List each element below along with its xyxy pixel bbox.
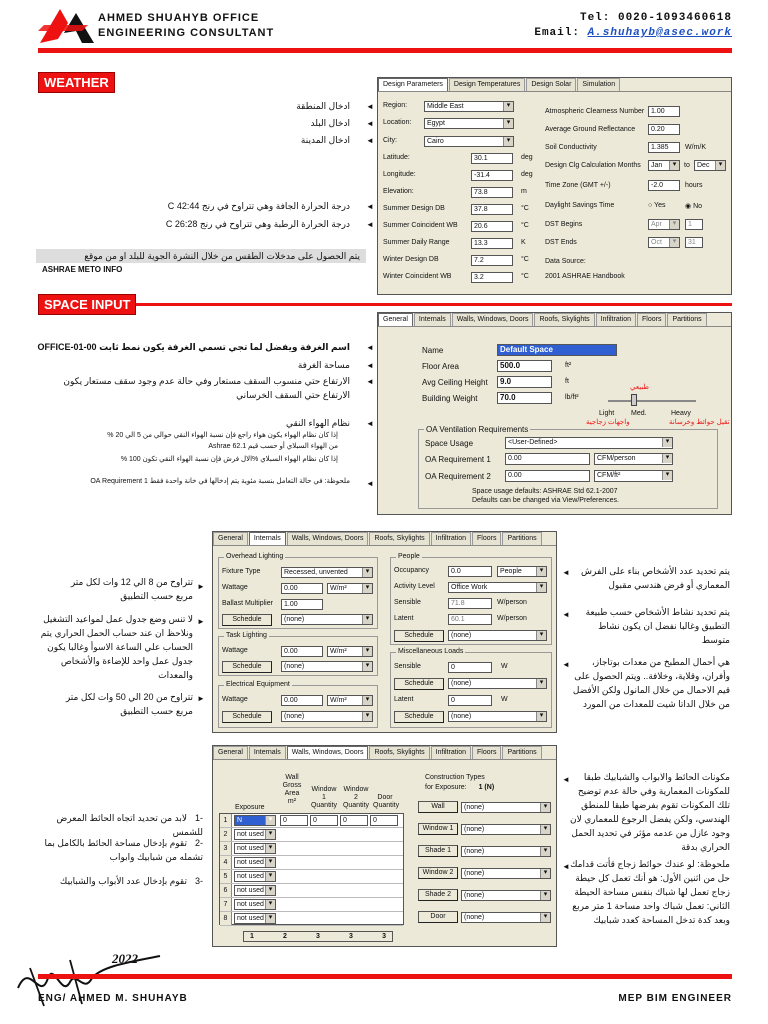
label-longitude: Longitude: xyxy=(383,171,416,178)
label-location: Location: xyxy=(383,119,412,126)
annotation-natural: طبيعي xyxy=(630,384,650,391)
shade2-construction-select[interactable]: (none) ▾ xyxy=(461,890,551,901)
exposure-select[interactable]: not used ▾ xyxy=(234,913,276,924)
weight-med-label: Med. xyxy=(631,410,647,417)
note-misc: هي أحمال المطبخ من معدات بوتاجاز، وأفران، وقلاية، وخلافة.. ويتم الحصول على قيم الاحمال من خلال المانول ولكن الأفضل من خلال الداتا شيت للمعدات من المورد xyxy=(572,657,730,709)
exposure-select[interactable]: not used ▾ xyxy=(234,829,276,840)
note-height: الارتفاع حتي منسوب السقف مستعار وفي حالة عدم وجود سقف مستعار يكون الارتفاع حتي السقف الخرساني xyxy=(63,376,350,400)
shade1-construction-button[interactable]: Shade 1 xyxy=(418,845,458,857)
electrical-title: Electrical Equipment xyxy=(226,681,290,688)
unit-longitude: deg xyxy=(521,171,533,178)
people-schedule-button[interactable]: Schedule xyxy=(394,630,444,642)
arrow-icon: ► xyxy=(197,617,205,626)
note-construction: مكونات الحائط والابواب والشبابيك طبقا للمكونات المعمارية وفي حالة عدم توضيح تلك المكونات تقوم بفرضها طبقا للمنطق الهندسي، ولكن يفضل الرجوع للمعماري لان وجود عازل من عدمه مؤثر في تحديد الحمل الحراري بدقة xyxy=(569,772,730,852)
arrow-icon: ◄ xyxy=(562,862,570,871)
arrow-icon: ◄ xyxy=(366,343,374,352)
annotation-light: واجهات زجاجية xyxy=(586,419,630,426)
row-number: 2 xyxy=(220,828,232,841)
ashrae-meto-info: ASHRAE METO INFO xyxy=(42,265,123,274)
row-number: 8 xyxy=(220,912,232,925)
general-tabs xyxy=(378,313,731,327)
summer-range-input[interactable]: 13.3 xyxy=(471,238,513,249)
occupancy-unit-select[interactable]: People ▾ xyxy=(497,566,547,577)
arrow-icon: ◄ xyxy=(366,119,374,128)
label-summer-wb: Summer Coincident WB xyxy=(383,222,458,229)
space-usage-defaults: Space usage defaults: ASHRAE Std 62.1-2007 xyxy=(472,488,618,495)
lighting-wattage-input[interactable]: 0.00 xyxy=(281,583,323,594)
row-number: 1 xyxy=(220,814,232,827)
internals-tabs xyxy=(213,532,556,546)
quantity-cell[interactable]: 0 xyxy=(280,815,308,826)
col-window1: Window 1 Quantity xyxy=(310,786,338,809)
label-fixture: Fixture Type xyxy=(222,568,261,575)
tab-walls[interactable]: Walls, Windows, Doors xyxy=(287,746,369,759)
exposure-grid xyxy=(219,813,404,925)
note-exposure: -1لابد من تحديد اتجاه الحائط المعرض للشمس xyxy=(56,813,203,837)
weather-tabs xyxy=(378,78,731,92)
shade1-construction-select[interactable]: (none) ▾ xyxy=(461,846,551,857)
note-wall-area: -2تقوم بإدخال مساحة الحائط بالكامل بما تشمله من شبابيك وابواب xyxy=(44,838,203,862)
tab-floors[interactable]: Floors xyxy=(637,313,666,326)
weight-slider-track[interactable] xyxy=(608,400,696,402)
occupancy-input[interactable]: 0.0 xyxy=(448,566,492,577)
people-latent-input[interactable]: 60.1 xyxy=(448,614,492,625)
label-occupancy: Occupancy xyxy=(394,567,430,574)
tab-roofs[interactable]: Roofs, Skylights xyxy=(534,313,594,326)
defaults-hint: Defaults can be changed via View/Preferences. xyxy=(472,497,619,504)
longitude-input[interactable]: -31.4 xyxy=(471,170,513,181)
tab-design-solar[interactable]: Design Solar xyxy=(526,78,576,91)
exposure-select[interactable]: not used ▾ xyxy=(234,899,276,910)
soil-unit: W/m/K xyxy=(685,144,706,151)
arrow-icon: ◄ xyxy=(562,775,570,784)
tab-general[interactable]: General xyxy=(378,313,413,326)
unit-winter-db: °C xyxy=(521,256,529,263)
note-weather-source: يتم الحصول على مدخلات الطقس من خلال النشرة الجوية للبلد او من موقع xyxy=(36,249,366,263)
note-quantities: -3تقوم بإدخال عدد الأبواب والشبابيك xyxy=(59,876,203,886)
ceiling-height-unit: ft xyxy=(565,378,569,385)
tab-general[interactable]: General xyxy=(213,532,248,545)
summer-wb-input[interactable]: 20.6 xyxy=(471,221,513,232)
table-row xyxy=(220,814,403,828)
label-latent: Latent xyxy=(394,615,414,622)
note-wet-bulb: درجة الحرارة الرطبة وهي تتراوح في رنج 26:28 C xyxy=(165,219,350,229)
shade2-construction-button[interactable]: Shade 2 xyxy=(418,889,458,901)
elec-wattage-input[interactable]: 0.00 xyxy=(281,695,323,706)
note-lighting: تتراوح من 8 الي 12 وات لكل متر مربع حسب التطبيق xyxy=(70,577,193,601)
space-general-dialog xyxy=(377,312,732,515)
tab-general[interactable]: General xyxy=(213,746,248,759)
winter-wb-input[interactable]: 3.2 xyxy=(471,272,513,283)
ground-reflectance-input[interactable]: 0.20 xyxy=(648,124,680,135)
row-number: 6 xyxy=(220,884,232,897)
door-construction-button[interactable]: Door xyxy=(418,911,458,923)
arrow-icon: ◄ xyxy=(366,377,374,386)
note-schedule: لا تنس وضع جدول عمل لمواعيد التشغيل ونلاحظ ان عند حساب الحمل الحراري يتم الحساب علي الساعة الاسوأ وغالبا يكون جدول عمل واحد للإضاءة والأشخاص والمعدات xyxy=(40,614,193,680)
arrow-icon: ◄ xyxy=(562,568,570,577)
arrow-icon: ◄ xyxy=(366,102,374,111)
note-dry-bulb: درجة الحرارة الجافة وهي تتراوح في رنج 42:44 C xyxy=(167,201,350,211)
misc-latent-schedule-button[interactable]: Schedule xyxy=(394,711,444,723)
timezone-input[interactable]: -2.0 xyxy=(648,180,680,191)
note-country: ادخال البلد xyxy=(310,118,350,128)
label-task-wattage: Wattage xyxy=(222,647,248,654)
tab-internals[interactable]: Internals xyxy=(249,532,286,545)
label-misc-sensible: Sensible xyxy=(394,663,421,670)
exposure-select[interactable]: not used ▾ xyxy=(234,885,276,896)
exposure-select[interactable]: not used ▾ xyxy=(234,857,276,868)
exposure-select[interactable]: not used ▾ xyxy=(234,843,276,854)
footer-3: 3 xyxy=(316,933,320,940)
header-divider xyxy=(38,48,732,53)
tab-walls[interactable]: Walls, Windows, Doors xyxy=(287,532,369,545)
elec-schedule-select[interactable]: (none) ▾ xyxy=(281,711,373,722)
label-elevation: Elevation: xyxy=(383,188,414,195)
tab-infiltration[interactable]: Infiltration xyxy=(431,532,471,545)
arrow-icon: ► xyxy=(197,694,205,703)
arrow-icon: ► xyxy=(197,582,205,591)
tab-roofs[interactable]: Roofs, Skylights xyxy=(369,532,429,545)
window2-construction-button[interactable]: Window 2 xyxy=(418,867,458,879)
footer-1: 1 xyxy=(250,933,254,940)
quantity-cell[interactable]: 0 xyxy=(340,815,368,826)
email-link[interactable]: A.shuhayb@asec.work xyxy=(587,27,732,39)
lighting-unit-select[interactable]: W/m² ▾ xyxy=(327,583,373,594)
table-row xyxy=(220,898,403,912)
note-glass-walls: ملحوظة: لو عندك حوائط زجاج قأتت قدامك حل من اثنين الأول: هو أنك تعمل كل حيطة زجاج تعمل لها شباك بنفس مساحة الحيطة الثاني: تعمل شباك واحد مساحة 1 متر مربع وبعد كدة تدخل المساحة كعدد شبابيك xyxy=(570,859,730,925)
label-name: Name xyxy=(422,346,444,355)
note-city: ادخال المدينة xyxy=(300,135,350,145)
note-oa-title: نظام الهواء النقي xyxy=(286,418,350,428)
sensible-unit: W/person xyxy=(497,599,527,606)
oa2-unit-select[interactable]: CFM/ft² ▾ xyxy=(594,470,673,482)
table-row xyxy=(220,856,403,870)
wall-construction-select[interactable]: (none) ▾ xyxy=(461,802,551,813)
footer-divider xyxy=(38,974,732,979)
arrow-icon: ◄ xyxy=(366,419,374,428)
task-lighting-title: Task Lighting xyxy=(226,632,267,639)
label-oa1: OA Requirement 1 xyxy=(425,455,491,464)
window1-construction-button[interactable]: Window 1 xyxy=(418,823,458,835)
tab-internals[interactable]: Internals xyxy=(249,746,286,759)
tab-walls[interactable]: Walls, Windows, Doors xyxy=(452,313,534,326)
task-unit-select[interactable]: W/m² ▾ xyxy=(327,646,373,657)
wall-construction-button[interactable]: Wall xyxy=(418,801,458,813)
tab-infiltration[interactable]: Infiltration xyxy=(596,313,636,326)
internals-dialog xyxy=(212,531,557,733)
arrow-icon: ◄ xyxy=(562,660,570,669)
elec-unit-select[interactable]: W/m² ▾ xyxy=(327,695,373,706)
dst-begin-day[interactable]: 1 xyxy=(685,219,703,230)
note-activity: يتم تحديد نشاط الأشخاص حسب طبيعة التطبيق وغالبا نفضل ان يكون نشاط متوسط xyxy=(585,607,730,645)
unit-summer-range: K xyxy=(521,239,526,246)
col-window2: Window 2 Quantity xyxy=(342,786,370,809)
label-latitude: Latitude: xyxy=(383,154,410,161)
footer-4: 3 xyxy=(349,933,353,940)
tab-internals[interactable]: Internals xyxy=(414,313,451,326)
weight-light-label: Light xyxy=(599,410,615,417)
window1-construction-select[interactable]: (none) ▾ xyxy=(461,824,551,835)
table-row xyxy=(220,842,403,856)
footer-role: MEP BIM ENGINEER xyxy=(618,993,732,1004)
note-region: ادخال المنطقة xyxy=(296,101,350,111)
label-wattage: Wattage xyxy=(222,584,248,591)
footer-2: 2 xyxy=(283,933,287,940)
door-construction-select[interactable]: (none) ▾ xyxy=(461,912,551,923)
row-number: 7 xyxy=(220,898,232,911)
label-ballast: Ballast Multiplier xyxy=(222,600,273,607)
quantity-cell[interactable]: 0 xyxy=(370,815,398,826)
tab-partitions[interactable]: Partitions xyxy=(502,532,541,545)
misc-loads-title: Miscellaneous Loads xyxy=(398,648,464,655)
ceiling-height-input[interactable]: 9.0 xyxy=(497,376,552,388)
misc-sensible-schedule-button[interactable]: Schedule xyxy=(394,678,444,690)
note-area: مساحة الغرفة xyxy=(297,360,350,370)
label-dst: Daylight Savings Time xyxy=(545,202,615,209)
note-people: يتم تحديد عدد الأشخاص بناء على الفرش المعماري أو فرض هندسي مقبول xyxy=(581,566,730,590)
floor-area-input[interactable]: 500.0 xyxy=(497,360,552,372)
arrow-icon: ◄ xyxy=(366,220,374,229)
note-electrical: تتراوح من 20 الي 50 وات لكل متر مربع حسب التطبيق xyxy=(65,692,193,716)
grid-footer xyxy=(243,931,393,942)
label-space-usage: Space Usage xyxy=(425,439,474,448)
space-input-title: SPACE INPUT xyxy=(38,294,136,315)
table-row xyxy=(220,870,403,884)
label-winter-db: Winter Design DB xyxy=(383,256,439,263)
space-name-input[interactable]: Default Space xyxy=(497,344,617,356)
label-dst-ends: DST Ends xyxy=(545,239,577,246)
oa2-input[interactable]: 0.00 xyxy=(505,470,590,482)
misc-sensible-unit: W xyxy=(501,663,508,670)
label-timezone: Time Zone (GMT +/-) xyxy=(545,182,611,189)
label-dst-begins: DST Begins xyxy=(545,221,583,228)
tab-simulation[interactable]: Simulation xyxy=(577,78,620,91)
month-to-select[interactable]: Dec ▾ xyxy=(694,160,726,171)
exposure-select[interactable]: N ▾ xyxy=(234,815,276,826)
window2-construction-select[interactable]: (none) ▾ xyxy=(461,868,551,879)
col-exposure: Exposure xyxy=(235,804,265,811)
construction-exposure-label: for Exposure: 1 (N) xyxy=(425,784,495,791)
overhead-lighting-title: Overhead Lighting xyxy=(226,553,284,560)
tab-floors[interactable]: Floors xyxy=(472,532,501,545)
region-select[interactable]: Middle East ▾ xyxy=(424,101,514,112)
activity-select[interactable]: Office Work ▾ xyxy=(448,582,547,593)
arrow-icon: ◄ xyxy=(562,610,570,619)
tab-roofs[interactable]: Roofs, Skylights xyxy=(369,746,429,759)
quantity-cell[interactable]: 0 xyxy=(310,815,338,826)
weight-heavy-label: Heavy xyxy=(671,410,691,417)
unit-summer-db: °C xyxy=(521,205,529,212)
city-select[interactable]: Cairo ▾ xyxy=(424,136,514,147)
col-wall-area: Wall Gross Area m² xyxy=(282,774,302,805)
summer-db-input[interactable]: 37.8 xyxy=(471,204,513,215)
task-wattage-input[interactable]: 0.00 xyxy=(281,646,323,657)
footer-author: ENG/ AHMED M. SHUHAYB xyxy=(38,993,188,1004)
overhead-schedule-select[interactable]: (none) ▾ xyxy=(281,614,373,625)
ballast-input[interactable]: 1.00 xyxy=(281,599,323,610)
label-soil: Soil Conductivity xyxy=(545,144,597,151)
building-weight-input[interactable]: 70.0 xyxy=(497,392,552,404)
people-schedule-select[interactable]: (none) ▾ xyxy=(448,630,547,641)
month-from-select[interactable]: Jan ▾ xyxy=(648,160,680,171)
weight-slider-thumb[interactable] xyxy=(631,394,637,406)
walls-dialog xyxy=(212,745,557,947)
walls-tabs xyxy=(213,746,556,760)
phone: Tel: 0020-1093460618 xyxy=(579,12,732,24)
latitude-input[interactable]: 30.1 xyxy=(471,153,513,164)
fixture-select[interactable]: Recessed, unvented ▾ xyxy=(281,567,373,578)
label-data-source: Data Source: xyxy=(545,258,586,265)
tab-design-temperatures[interactable]: Design Temperatures xyxy=(449,78,525,91)
winter-db-input[interactable]: 7.2 xyxy=(471,255,513,266)
task-schedule-select[interactable]: (none) ▾ xyxy=(281,661,373,672)
elevation-input[interactable]: 73.8 xyxy=(471,187,513,198)
floor-area-unit: ft² xyxy=(565,362,572,369)
unit-winter-wb: °C xyxy=(521,273,529,280)
arrow-icon: ◄ xyxy=(366,361,374,370)
row-number: 4 xyxy=(220,856,232,869)
arrow-icon: ◄ xyxy=(366,136,374,145)
contact-info xyxy=(534,11,732,41)
note-oa-remark: ملحوظة: في حالة التعامل بنسبة مئوية يتم إدخالها في خانة واحدة فقط OA Requirement 1 xyxy=(90,478,350,485)
people-title: People xyxy=(398,553,420,560)
label-misc-latent: Latent xyxy=(394,696,414,703)
row-number: 5 xyxy=(220,870,232,883)
construction-types-title: Construction Types xyxy=(425,774,485,781)
note-oa-bullet1: إذا كان نظام الهواء يكون هواء راجع فإن نسبة الهواء النقي حوالي من 5 الي 20 % من الهواء السبلاي أو حسب قيم Ashrae 62.1 xyxy=(107,432,338,450)
latent-unit: W/person xyxy=(497,615,527,622)
note-space-name: اسم الغرفة ويفضل لما تجي تسمي الغرفة يكون نمط ثابت 00-01-OFFICE xyxy=(37,342,350,352)
note-oa-bullet2: إذا كان نظام الهواء السبلاي %الال فرش فإن نسبة الهواء النقي تكون 100 % xyxy=(120,456,338,463)
oa1-input[interactable]: 0.00 xyxy=(505,453,590,465)
signature-date: 2022 xyxy=(112,951,138,966)
weather-title: WEATHER xyxy=(38,72,115,93)
location-select[interactable]: Egypt ▾ xyxy=(424,118,514,129)
label-region: Region: xyxy=(383,102,408,109)
dst-end-month[interactable]: Oct ▾ xyxy=(648,237,680,248)
label-floor-area: Floor Area xyxy=(422,362,459,371)
col-door: Door Quantity xyxy=(373,794,400,809)
company-logo-icon xyxy=(38,5,96,45)
building-weight-unit: lb/ft² xyxy=(565,394,579,401)
label-building-weight: Building Weight xyxy=(422,394,478,403)
unit-latitude: deg xyxy=(521,154,533,161)
unit-elevation: m xyxy=(521,188,527,195)
elec-schedule-button[interactable]: Schedule xyxy=(222,711,272,723)
misc-latent-schedule-select[interactable]: (none) ▾ xyxy=(448,711,547,722)
month-to-label: to xyxy=(684,162,690,169)
footer-5: 3 xyxy=(382,933,386,940)
company-name: AHMED SHUAHYB OFFICE ENGINEERING CONSULTANT xyxy=(98,12,275,39)
tab-partitions[interactable]: Partitions xyxy=(667,313,706,326)
row-number: 3 xyxy=(220,842,232,855)
overhead-schedule-button[interactable]: Schedule xyxy=(222,614,272,626)
people-sensible-input[interactable]: 71.8 xyxy=(448,598,492,609)
soil-input[interactable]: 1.385 xyxy=(648,142,680,153)
label-summer-range: Summer Daily Range xyxy=(383,239,450,246)
dst-no-radio[interactable]: ◉ No xyxy=(685,203,703,210)
dst-yes-radio[interactable]: ○ Yes xyxy=(648,202,666,209)
label-ceiling-height: Avg Ceiling Height xyxy=(422,378,488,387)
section-divider xyxy=(38,303,732,306)
label-ground-reflectance: Average Ground Reflectance xyxy=(545,126,636,133)
atm-clearness-input[interactable]: 1.00 xyxy=(648,106,680,117)
tab-design-parameters[interactable]: Design Parameters xyxy=(378,78,448,91)
arrow-icon: ◄ xyxy=(366,202,374,211)
oa1-unit-select[interactable]: CFM/person ▾ xyxy=(594,453,673,465)
misc-latent-unit: W xyxy=(501,696,508,703)
tab-partitions[interactable]: Partitions xyxy=(502,746,541,759)
dst-begin-month[interactable]: Apr ▾ xyxy=(648,219,680,230)
label-elec-wattage: Wattage xyxy=(222,696,248,703)
label-sensible: Sensible xyxy=(394,599,421,606)
misc-sensible-input[interactable]: 0 xyxy=(448,662,492,673)
timezone-unit: hours xyxy=(685,182,703,189)
dst-end-day[interactable]: 31 xyxy=(685,237,703,248)
label-city: City: xyxy=(383,137,397,144)
misc-latent-input[interactable]: 0 xyxy=(448,695,492,706)
annotation-heavy: تقيل حوائط وخرسانة xyxy=(669,419,730,426)
label-summer-db: Summer Design DB xyxy=(383,205,445,212)
unit-summer-wb: °C xyxy=(521,222,529,229)
weather-dialog xyxy=(377,77,732,295)
label-clg-months: Design Clg Calculation Months xyxy=(545,162,641,169)
label-activity: Activity Level xyxy=(394,583,435,590)
data-source-value: 2001 ASHRAE Handbook xyxy=(545,273,625,280)
oa-group-title: OA Ventilation Requirements xyxy=(426,425,529,434)
space-usage-select[interactable]: <User-Defined> ▾ xyxy=(505,437,673,449)
table-row xyxy=(220,828,403,842)
label-winter-wb: Winter Coincident WB xyxy=(383,273,452,280)
task-schedule-button[interactable]: Schedule xyxy=(222,661,272,673)
table-row xyxy=(220,912,403,926)
misc-sensible-schedule-select[interactable]: (none) ▾ xyxy=(448,678,547,689)
table-row xyxy=(220,884,403,898)
label-atm-clearness: Atmospheric Clearness Number xyxy=(545,108,645,115)
label-oa2: OA Requirement 2 xyxy=(425,472,491,481)
tab-infiltration[interactable]: Infiltration xyxy=(431,746,471,759)
tab-floors[interactable]: Floors xyxy=(472,746,501,759)
exposure-select[interactable]: not used ▾ xyxy=(234,871,276,882)
email-label: Email: xyxy=(534,27,588,39)
arrow-icon: ◄ xyxy=(366,479,374,488)
